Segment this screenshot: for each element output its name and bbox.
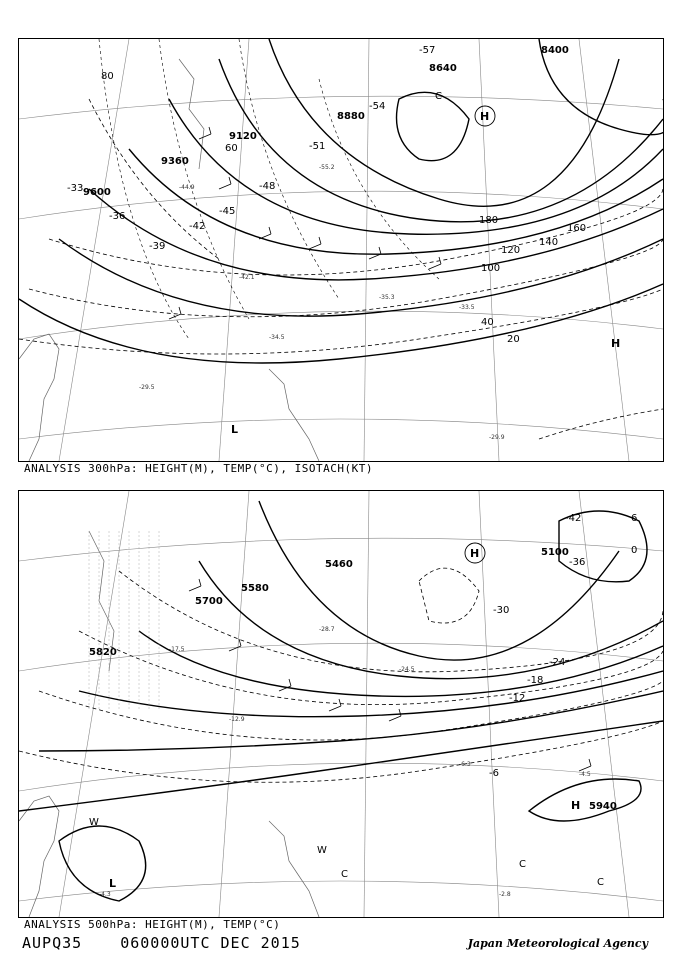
cross-hatch-area xyxy=(89,531,159,711)
height-label: 5460 xyxy=(325,559,353,570)
temp-label: -39 xyxy=(149,241,166,252)
caption-500hpa: ANALYSIS 500hPa: HEIGHT(M), TEMP(°C) xyxy=(24,918,281,931)
svg-text:-29.5: -29.5 xyxy=(139,384,155,391)
temp-label: -48 xyxy=(259,181,276,192)
temp-label: -6 xyxy=(489,768,499,779)
chart-code: AUPQ35 xyxy=(22,934,83,952)
low-center-symbol: L xyxy=(231,423,239,436)
height-label: 5940 xyxy=(589,801,617,812)
svg-text:-24.5: -24.5 xyxy=(399,666,415,673)
chart-id-line xyxy=(22,934,329,952)
temp-label: -42 xyxy=(189,221,206,232)
temp-label: -24 xyxy=(549,657,566,668)
height-label: 9600 xyxy=(83,187,111,198)
svg-text:-33.5: -33.5 xyxy=(459,304,475,311)
temp-label: -42 xyxy=(565,513,582,524)
height-label: 5100 xyxy=(541,547,569,558)
agency-credit: Japan Meteorological Agency xyxy=(467,937,648,950)
svg-text:-42.1: -42.1 xyxy=(239,274,255,281)
isotach-label: 140 xyxy=(539,237,559,248)
height-label: 8880 xyxy=(337,111,365,122)
svg-text:-55.2: -55.2 xyxy=(319,164,335,171)
isotach-label: 20 xyxy=(507,334,520,345)
svg-text:-35.3: -35.3 xyxy=(379,294,395,301)
high-center-symbol xyxy=(475,106,495,126)
high-center-symbol: H xyxy=(571,799,581,812)
temp-label: -57 xyxy=(419,45,436,56)
chart-500hpa xyxy=(18,490,664,918)
cold-center-symbol: C xyxy=(597,877,604,888)
caption-300hpa: ANALYSIS 300hPa: HEIGHT(M), TEMP(°C), ISOTACH(KT) xyxy=(24,462,374,475)
isotach-label: 80 xyxy=(101,71,114,82)
graticule-300 xyxy=(19,39,663,461)
svg-text:-29.9: -29.9 xyxy=(489,434,505,441)
isotachs-300 xyxy=(19,99,663,439)
isotach-label: 40 xyxy=(481,317,494,328)
svg-text:-4.3: -4.3 xyxy=(99,891,111,898)
isotach-label: 120 xyxy=(501,245,521,256)
height-label: 9360 xyxy=(161,156,189,167)
temp-label: -45 xyxy=(219,206,236,217)
svg-text:-12.9: -12.9 xyxy=(229,716,245,723)
height-label: 8400 xyxy=(541,45,569,56)
svg-text:-28.7: -28.7 xyxy=(319,626,335,633)
svg-text:-34.5: -34.5 xyxy=(269,334,285,341)
temp-label: 6 xyxy=(631,513,638,524)
map-300hpa xyxy=(19,39,663,461)
warm-center-symbol: W xyxy=(89,817,99,828)
height-label: 9120 xyxy=(229,131,257,142)
isotach-label: 60 xyxy=(225,143,238,154)
temp-label: -51 xyxy=(309,141,326,152)
svg-text:-44.9: -44.9 xyxy=(179,184,195,191)
svg-text:-6.3: -6.3 xyxy=(459,761,471,768)
svg-text:-2.8: -2.8 xyxy=(499,891,511,898)
isotach-label: 100 xyxy=(481,263,501,274)
svg-text:-17.5: -17.5 xyxy=(169,646,185,653)
height-label: 5820 xyxy=(89,647,117,658)
height-label: 8640 xyxy=(429,63,457,74)
temp-label: -12 xyxy=(509,693,526,704)
warm-center-symbol: W xyxy=(317,845,327,856)
cold-center-symbol: C xyxy=(341,869,348,880)
height-label: 5580 xyxy=(241,583,269,594)
temp-label: -30 xyxy=(493,605,510,616)
cold-center-symbol: C xyxy=(435,91,442,102)
cold-center-symbol: C xyxy=(519,859,526,870)
map-500hpa xyxy=(19,491,663,917)
temp-label: -33 xyxy=(67,183,84,194)
height-contours-300 xyxy=(19,39,663,363)
coastline-300 xyxy=(19,59,319,461)
height-label: 5700 xyxy=(195,596,223,607)
high-center-symbol: H xyxy=(611,337,621,350)
temp-label: -36 xyxy=(569,557,586,568)
isotach-label: 160 xyxy=(567,223,587,234)
svg-text:H: H xyxy=(480,110,490,123)
isotach-label: 180 xyxy=(479,215,499,226)
temp-label: 0 xyxy=(631,545,638,556)
svg-text:-4.5: -4.5 xyxy=(579,771,591,778)
chart-300hpa xyxy=(18,38,664,462)
temp-label: -36 xyxy=(109,211,126,222)
low-center-symbol: L xyxy=(109,877,117,890)
chart-datetime: 060000UTC DEC 2015 xyxy=(120,934,301,952)
temp-label: -18 xyxy=(527,675,544,686)
temp-label: -54 xyxy=(369,101,386,112)
svg-text:H: H xyxy=(470,547,480,560)
